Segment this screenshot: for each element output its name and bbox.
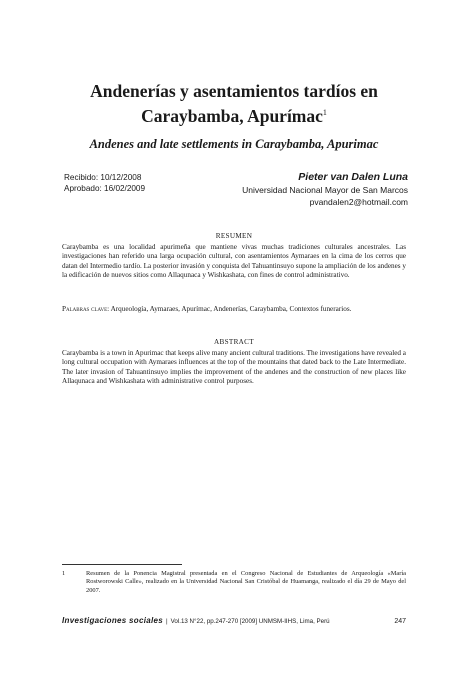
footer-separator: | xyxy=(166,618,168,625)
author-name: Pieter van Dalen Luna xyxy=(298,171,408,183)
title-line-2 xyxy=(60,102,408,127)
footnote-divider xyxy=(62,564,182,565)
footnote-number: 1 xyxy=(62,570,66,577)
author-block xyxy=(242,171,408,208)
abstract-heading: ABSTRACT xyxy=(214,338,254,346)
article-title xyxy=(60,80,408,127)
footnote-text: Resumen de la Ponencia Magistral presentada en el Congreso Nacional de Estudiantes de Arqueología «María Rostworowski Calle», realizado en la Universidad Nacional San Cristóbal de Huamanga, realizado el día 29 de Mayo del 2007. xyxy=(86,570,406,594)
page-footer xyxy=(62,616,406,625)
author-affiliation: Universidad Nacional Mayor de San Marcos xyxy=(242,185,408,195)
keywords xyxy=(62,305,406,314)
keywords-text: Arqueología, Aymaraes, Apurímac, Andenerías, Caraybamba, Contextos funerarios. xyxy=(110,305,352,313)
author-email[interactable]: pvandalen2@hotmail.com xyxy=(309,197,408,207)
keywords-label: Palabras clave: xyxy=(62,305,110,313)
abstract-text: Caraybamba is a town in Apurimac that keeps alive many ancient cultural traditions. The investigations have revealed a long cultural occupation with Aymaraes influences at the top of the mountains that dated back to the Late Intermediate. The later invasion of Tahuantinsuyo implies the improvement of the andenes and the construction of new places like Allaqunaca and Wishkashata with administrative control purposes. xyxy=(62,349,406,386)
title-footnote-mark: 1 xyxy=(322,108,327,117)
resumen-text: Caraybamba es una localidad apurimeña que mantiene vivas muchas tradiciones culturales ancestrales. Las investigaciones han referido una larga ocupación cultural, con asentamientos Aymaraes en la cima de los cerros que datan del Intermedio tardío. La posterior invasión y conquista del Tahuantinsuyo supone la ampliación de los andenes y la edificación de nuevos sitios como Allaqunaca y Wishkashata, con fines de control administrativo. xyxy=(62,243,406,280)
footnote xyxy=(62,570,406,595)
article-subtitle: Andenes and late settlements in Caraybamba, Apurimac xyxy=(89,137,379,151)
title-line-1: Andenerías y asentamientos tardíos en xyxy=(90,81,378,101)
approved-date: Aprobado: 16/02/2009 xyxy=(64,184,146,193)
journal-citation: Vol.13 N°22, pp.247-270 [2009] UNMSM-IIHS, Lima, Perú xyxy=(170,618,330,625)
received-date: Recibido: 10/12/2008 xyxy=(64,173,142,182)
title-line-2-text: Caraybamba, Apurímac xyxy=(141,105,323,126)
submission-dates xyxy=(64,172,145,194)
resumen-heading: RESUMEN xyxy=(215,232,253,240)
page-number: 247 xyxy=(394,618,406,625)
journal-name: Investigaciones sociales xyxy=(62,616,164,625)
